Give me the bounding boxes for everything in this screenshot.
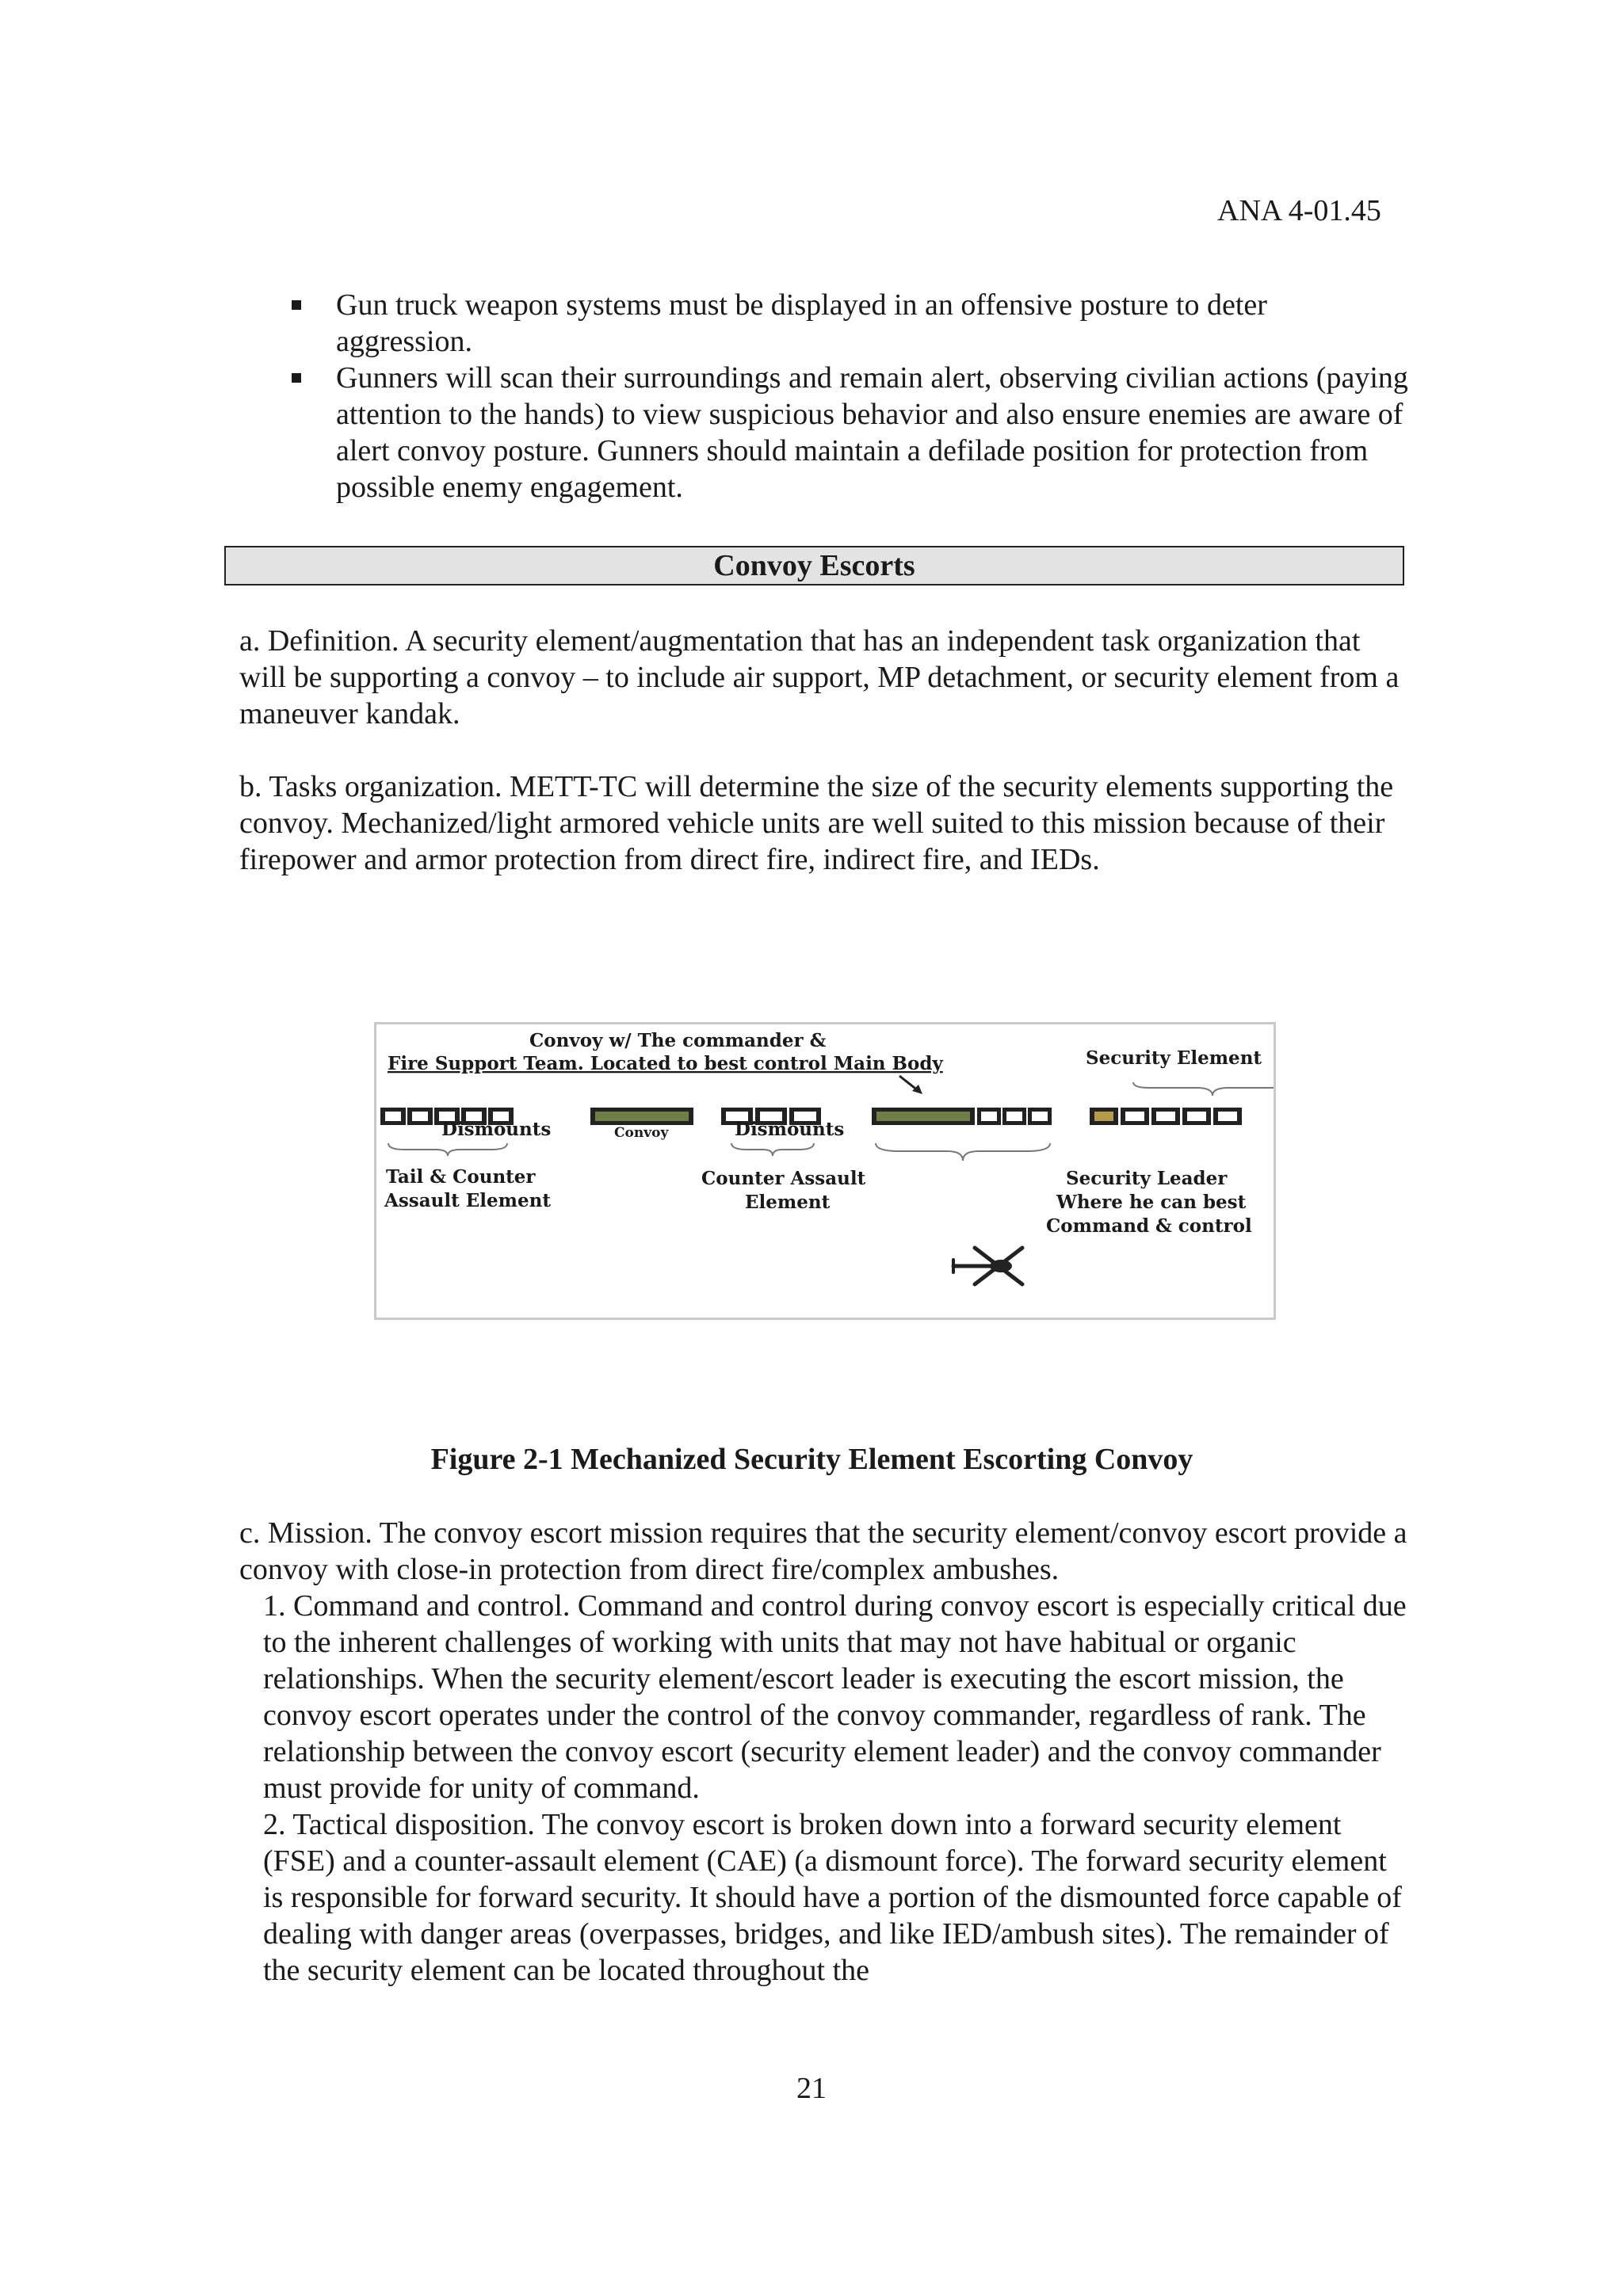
label-convoy: Convoy <box>614 1125 669 1141</box>
label-tail-line1: Tail & Counter <box>386 1166 536 1188</box>
bracket-security-element <box>1133 1082 1274 1096</box>
paragraph-a-text: a. Definition. A security element/augmentation that has an independent task organization that will be supporting a convoy – to include air support, MP detachment, or security element from a maneuver kandak. <box>239 624 1400 730</box>
convoy-diagram <box>374 1022 1276 1320</box>
paragraph-b-text: b. Tasks organization. METT-TC will determine the size of the security elements supporting the convoy. Mechanized/light armored vehicle units are well suited to this mission because of their firepower and armor protection from direct fire, indirect fire, and IEDs. <box>239 770 1394 876</box>
vehicle-group-convoy-rear <box>590 1108 693 1125</box>
label-cae-line1: Counter Assault <box>701 1168 866 1189</box>
pointer-arrow-icon <box>899 1076 922 1094</box>
bracket-tail <box>388 1143 507 1156</box>
bullet-list <box>285 287 1411 505</box>
bullet-item: Gun truck weapon systems must be displayed in an offensive posture to deter aggression. <box>285 287 1411 360</box>
label-security-element: Security Element <box>1086 1047 1262 1069</box>
paragraph-c <box>239 1515 1408 1989</box>
label-leader-line1: Security Leader <box>1066 1168 1228 1189</box>
bracket-main-body <box>876 1143 1050 1161</box>
bracket-counter-assault <box>731 1143 814 1156</box>
label-top-line2: Fire Support Team. Located to best control Main Body <box>388 1053 943 1074</box>
vehicle-group-main-body <box>872 1108 1052 1125</box>
helicopter-icon <box>953 1248 1022 1284</box>
label-dismounts-1: Dismounts <box>441 1119 552 1140</box>
label-leader-line3: Command & control <box>1046 1215 1252 1237</box>
paragraph-c1-text: 1. Command and control. Command and control during convoy escort is especially critical due to the inherent challenges of working with units that may not have habitual or organic relationships. When the security element/escort leader is executing the escort mission, the convoy escort operates under the control of the convoy commander, regardless of rank. The relationship between the convoy escort (security element leader) and the convoy commander must provide for unity of command. <box>263 1589 1407 1805</box>
document-id: ANA 4-01.45 <box>1217 194 1381 227</box>
vehicle-group-security <box>1090 1108 1242 1125</box>
paragraph-a <box>239 623 1408 732</box>
label-dismounts-2: Dismounts <box>735 1119 845 1140</box>
convoy-diagram-svg <box>376 1024 1274 1318</box>
page-number: 21 <box>796 2072 827 2105</box>
label-top-line1: Convoy w/ The commander & <box>529 1030 827 1051</box>
figure-caption: Figure 2-1 Mechanized Security Element Escorting Convoy <box>430 1443 1193 1476</box>
label-leader-line2: Where he can best <box>1056 1192 1247 1213</box>
label-cae-line2: Element <box>745 1192 831 1213</box>
section-title: Convoy Escorts <box>224 546 1404 585</box>
bullet-item: Gunners will scan their surroundings and remain alert, observing civilian actions (paying attention to the hands) to view suspicious behavior and also ensure enemies are aware of alert convoy posture. Gunners should maintain a defilade position for protection from possible enemy engagement. <box>285 360 1411 505</box>
paragraph-c2-text: 2. Tactical disposition. The convoy escort is broken down into a forward security element (FSE) and a counter-assault element (CAE) (a dismount force). The forward security element is responsible for forward security. It should have a portion of the dismounted force capable of dealing with danger areas (overpasses, bridges, and like IED/ambush sites). The remainder of the security element can be located throughout the <box>263 1808 1402 1987</box>
paragraph-b <box>239 769 1408 878</box>
paragraph-c-text: c. Mission. The convoy escort mission requires that the security element/convoy escort provide a convoy with close-in protection from direct fire/complex ambushes. <box>239 1516 1407 1586</box>
label-tail-line2: Assault Element <box>384 1190 551 1211</box>
